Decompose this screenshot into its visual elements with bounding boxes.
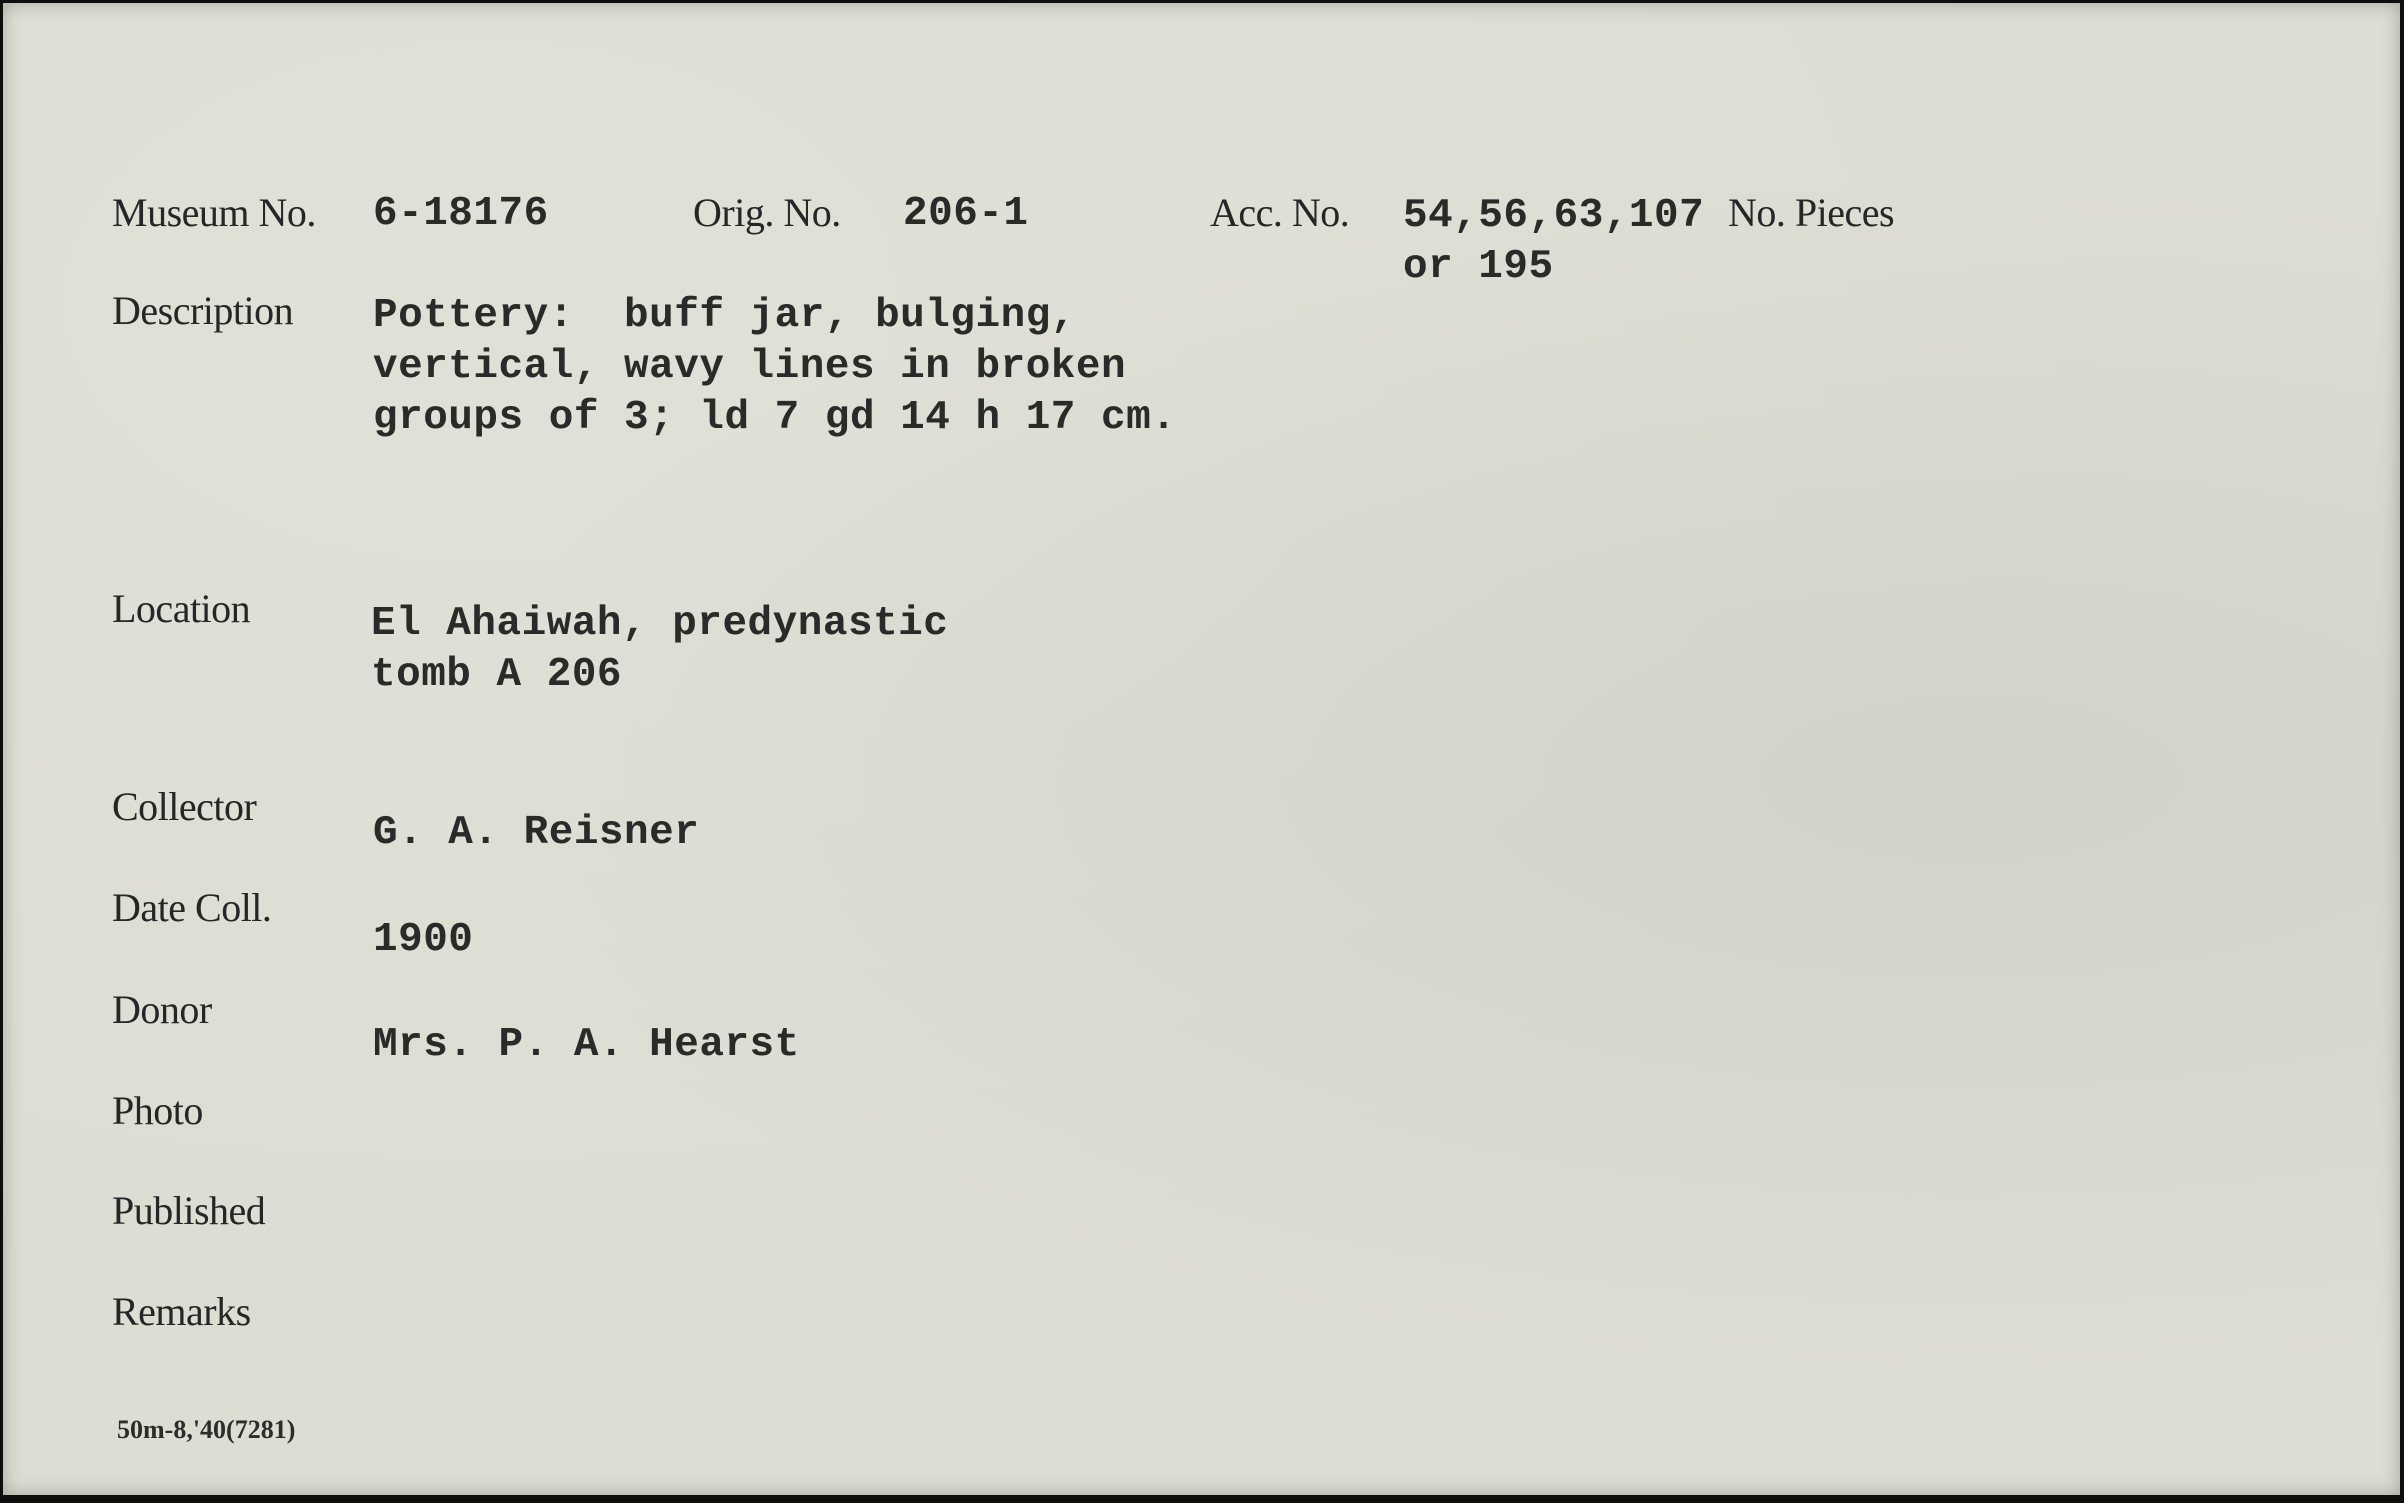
description-label: Description [112, 288, 294, 333]
collector-label: Collector [112, 784, 257, 829]
museum-no-value: 6-18176 [373, 191, 549, 237]
donor-label: Donor [112, 987, 212, 1032]
photo-label: Photo [112, 1088, 203, 1133]
remarks-label: Remarks [112, 1289, 251, 1334]
description-line: Pottery: buff jar, bulging, [373, 293, 1076, 339]
acc-no-line: 54,56,63,107 [1403, 193, 1705, 239]
date-coll-value: 1900 [373, 917, 474, 963]
location-label: Location [112, 586, 251, 631]
acc-no-label: Acc. No. [1210, 190, 1350, 235]
description-value [373, 291, 1176, 444]
catalog-card [3, 3, 2400, 1495]
published-label: Published [112, 1188, 266, 1233]
acc-no-line: or 195 [1403, 244, 1554, 290]
date-coll-label: Date Coll. [112, 885, 272, 930]
orig-no-label: Orig. No. [693, 190, 841, 235]
acc-no-value [1403, 191, 1704, 293]
location-line: tomb A 206 [371, 652, 623, 698]
location-line: El Ahaiwah, predynastic [371, 601, 949, 647]
description-line: vertical, wavy lines in broken [373, 344, 1127, 390]
no-pieces-label: No. Pieces [1728, 190, 1895, 235]
donor-value: Mrs. P. A. Hearst [373, 1022, 800, 1068]
museum-no-label: Museum No. [112, 190, 316, 235]
location-value [371, 599, 948, 701]
print-code: 50m-8,'40(7281) [117, 1415, 296, 1444]
description-line: groups of 3; ld 7 gd 14 h 17 cm. [373, 395, 1177, 441]
collector-value: G. A. Reisner [373, 810, 700, 856]
orig-no-value: 206-1 [903, 191, 1029, 237]
